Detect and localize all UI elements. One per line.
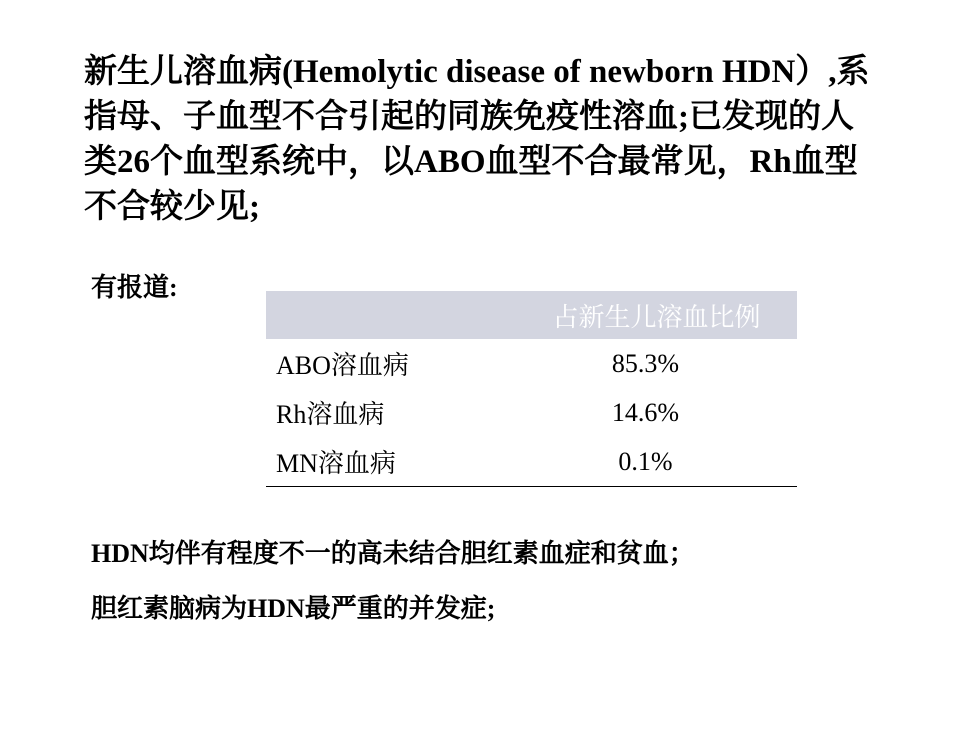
row-pct-mn: 0.1% xyxy=(516,437,797,487)
reported-label: 有报道: xyxy=(91,273,178,302)
table-row xyxy=(266,388,797,437)
header-cell-ratio: 占新生儿溶血比例 xyxy=(516,291,797,339)
intro-paragraph: 新生儿溶血病(Hemolytic disease of newborn HDN）,系指母、子血型不合引起的同族免疫性溶血;已发现的人类26个血型系统中，以ABO血型不合最常见，Rh血型不合较少见; xyxy=(84,54,870,225)
row-name-abo: ABO溶血病 xyxy=(276,351,409,380)
table-row xyxy=(266,339,797,388)
table-header-row xyxy=(266,291,797,339)
ratio-table xyxy=(266,291,797,487)
row-pct-rh: 14.6% xyxy=(611,397,680,427)
row-name-rh: Rh溶血病 xyxy=(276,400,385,429)
bottom-line-encephalopathy: 胆红素脑病为HDN最严重的并发症; xyxy=(91,594,496,623)
table-row xyxy=(266,437,797,487)
ratio-table-container xyxy=(266,291,797,487)
header-cell-empty xyxy=(266,291,516,339)
row-name-mn: MN溶血病 xyxy=(266,437,516,487)
row-pct-abo: 85.3% xyxy=(611,348,680,378)
bottom-line-anemia: HDN均伴有程度不一的高未结合胆红素血症和贫血； xyxy=(91,539,695,568)
